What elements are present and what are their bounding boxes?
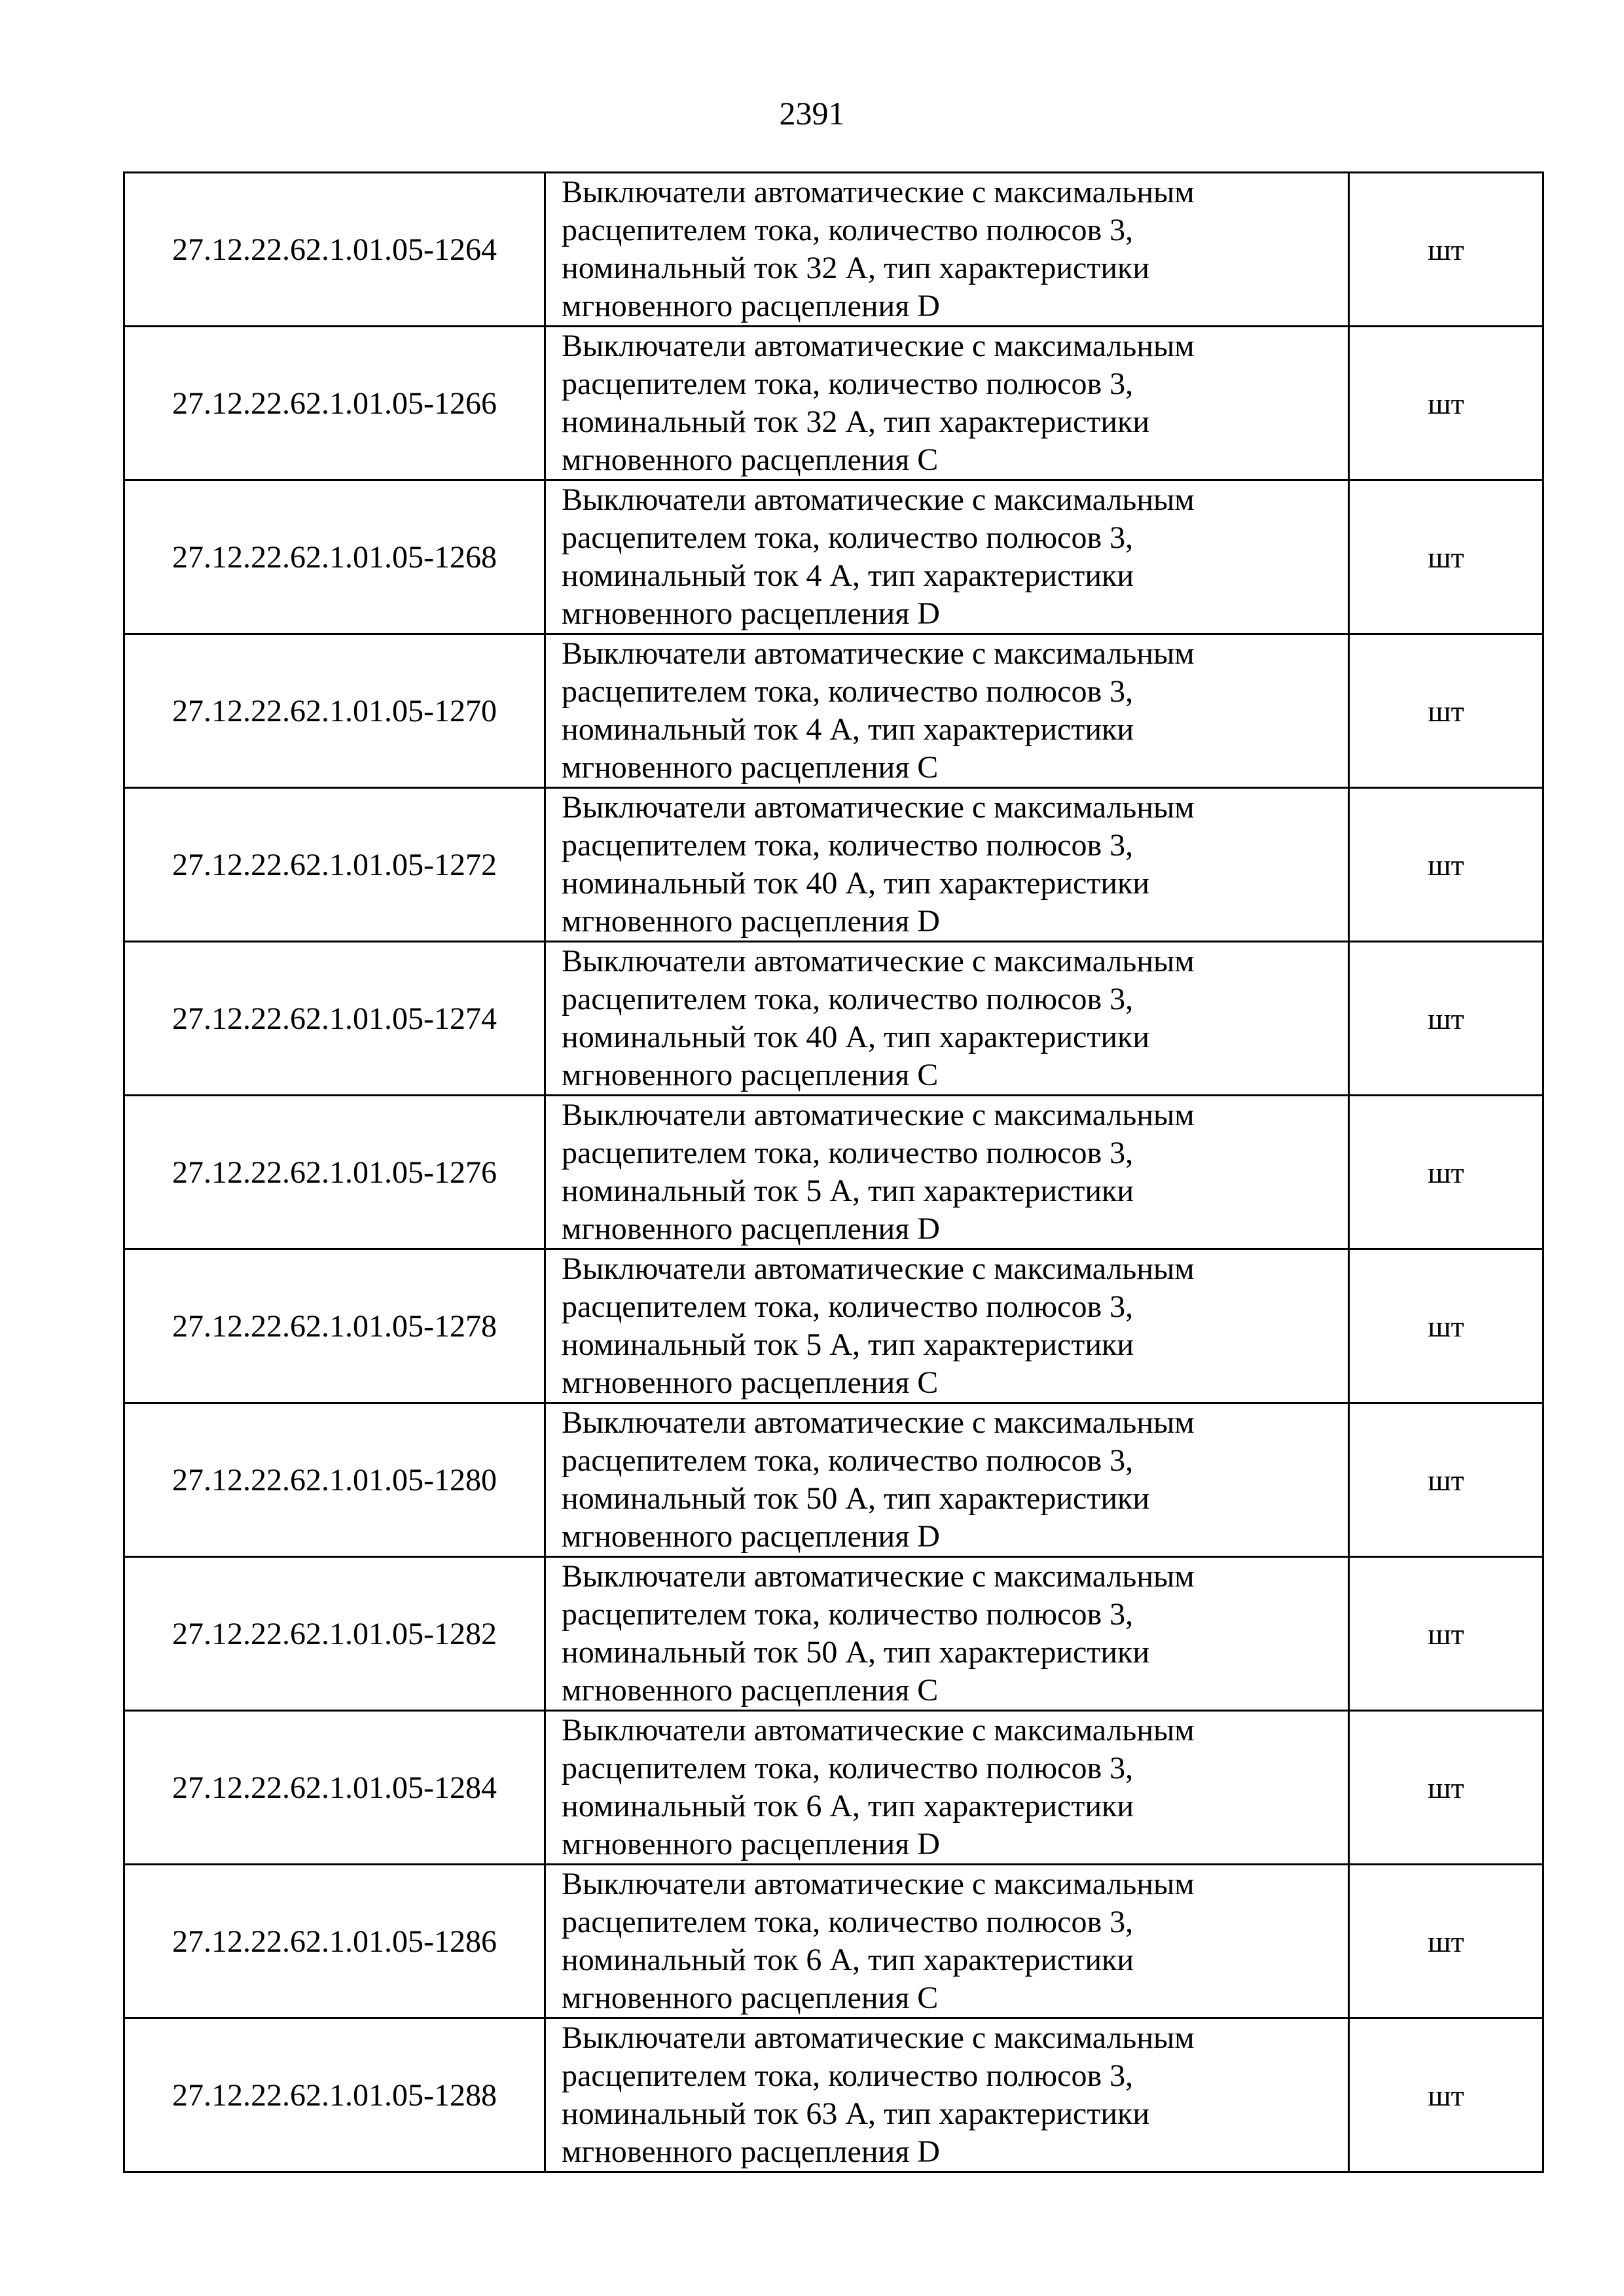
table-row xyxy=(124,173,1543,327)
description-line: номинальный ток 50 А, тип характеристики xyxy=(562,1635,1150,1670)
description-cell xyxy=(545,942,1349,1096)
unit-cell: шт xyxy=(1349,788,1543,942)
code-cell: 27.12.22.62.1.01.05-1264 xyxy=(124,173,545,327)
table-row xyxy=(124,1403,1543,1557)
description-cell xyxy=(545,2018,1349,2172)
resource-table xyxy=(123,171,1544,2173)
code-cell: 27.12.22.62.1.01.05-1278 xyxy=(124,1249,545,1403)
description-line: мгновенного расцепления C xyxy=(562,1981,939,2015)
description-line: номинальный ток 5 А, тип характеристики xyxy=(562,1327,1134,1362)
description-line: мгновенного расцепления D xyxy=(562,596,940,631)
unit-cell: шт xyxy=(1349,2018,1543,2172)
description-line: номинальный ток 5 А, тип характеристики xyxy=(562,1174,1134,1208)
description-line: Выключатели автоматические с максимальным xyxy=(562,1405,1195,1440)
description-line: номинальный ток 6 А, тип характеристики xyxy=(562,1789,1134,1823)
description-line: Выключатели автоматические с максимальным xyxy=(562,790,1195,825)
description-line: номинальный ток 32 А, тип характеристики xyxy=(562,404,1150,439)
description-line: Выключатели автоматические с максимальным xyxy=(562,1713,1195,1748)
code-cell: 27.12.22.62.1.01.05-1272 xyxy=(124,788,545,942)
description-line: мгновенного расцепления D xyxy=(562,904,940,939)
description-cell xyxy=(545,788,1349,942)
code-cell: 27.12.22.62.1.01.05-1276 xyxy=(124,1096,545,1249)
unit-cell: шт xyxy=(1349,1865,1543,2018)
description-line: расцепителем тока, количество полюсов 3, xyxy=(562,2058,1134,2093)
description-line: расцепителем тока, количество полюсов 3, xyxy=(562,674,1134,709)
code-cell: 27.12.22.62.1.01.05-1266 xyxy=(124,327,545,480)
description-line: расцепителем тока, количество полюсов 3, xyxy=(562,520,1134,555)
description-line: номинальный ток 63 А, тип характеристики xyxy=(562,2096,1150,2131)
description-line: мгновенного расцепления C xyxy=(562,1058,939,1092)
description-line: Выключатели автоматические с максимальным xyxy=(562,175,1195,209)
table-row xyxy=(124,327,1543,480)
unit-cell: шт xyxy=(1349,942,1543,1096)
description-line: мгновенного расцепления C xyxy=(562,750,939,785)
description-line: расцепителем тока, количество полюсов 3, xyxy=(562,213,1134,247)
description-line: номинальный ток 50 А, тип характеристики xyxy=(562,1481,1150,1516)
description-line: расцепителем тока, количество полюсов 3, xyxy=(562,1751,1134,1785)
code-cell: 27.12.22.62.1.01.05-1284 xyxy=(124,1711,545,1865)
description-cell xyxy=(545,1557,1349,1711)
description-cell xyxy=(545,173,1349,327)
description-line: расцепителем тока, количество полюсов 3, xyxy=(562,982,1134,1016)
description-line: Выключатели автоматические с максимальным xyxy=(562,1559,1195,1594)
description-line: мгновенного расцепления C xyxy=(562,1365,939,1400)
table-row xyxy=(124,1711,1543,1865)
unit-cell: шт xyxy=(1349,1096,1543,1249)
table-row xyxy=(124,788,1543,942)
description-line: мгновенного расцепления D xyxy=(562,1211,940,1246)
description-line: Выключатели автоматические с максимальным xyxy=(562,1867,1195,1901)
table-row xyxy=(124,480,1543,634)
description-cell xyxy=(545,327,1349,480)
description-line: расцепителем тока, количество полюсов 3, xyxy=(562,1597,1134,1632)
description-line: расцепителем тока, количество полюсов 3, xyxy=(562,1136,1134,1170)
description-cell xyxy=(545,1403,1349,1557)
table-row xyxy=(124,2018,1543,2172)
code-cell: 27.12.22.62.1.01.05-1268 xyxy=(124,480,545,634)
unit-cell: шт xyxy=(1349,327,1543,480)
description-line: расцепителем тока, количество полюсов 3, xyxy=(562,1289,1134,1324)
description-line: расцепителем тока, количество полюсов 3, xyxy=(562,1443,1134,1478)
description-line: номинальный ток 40 А, тип характеристики xyxy=(562,866,1150,901)
description-line: Выключатели автоматические с максимальным xyxy=(562,2020,1195,2055)
table-row xyxy=(124,634,1543,788)
unit-cell: шт xyxy=(1349,1249,1543,1403)
unit-cell: шт xyxy=(1349,480,1543,634)
description-cell xyxy=(545,1249,1349,1403)
code-cell: 27.12.22.62.1.01.05-1288 xyxy=(124,2018,545,2172)
unit-cell: шт xyxy=(1349,1403,1543,1557)
code-cell: 27.12.22.62.1.01.05-1282 xyxy=(124,1557,545,1711)
description-line: расцепителем тока, количество полюсов 3, xyxy=(562,1905,1134,1939)
unit-cell: шт xyxy=(1349,634,1543,788)
table-row xyxy=(124,942,1543,1096)
description-cell xyxy=(545,480,1349,634)
description-line: Выключатели автоматические с максимальным xyxy=(562,329,1195,363)
description-line: номинальный ток 4 А, тип характеристики xyxy=(562,558,1134,593)
description-cell xyxy=(545,1711,1349,1865)
description-line: мгновенного расцепления C xyxy=(562,1673,939,1708)
description-line: номинальный ток 32 А, тип характеристики xyxy=(562,251,1150,285)
description-line: мгновенного расцепления D xyxy=(562,289,940,323)
description-line: расцепителем тока, количество полюсов 3, xyxy=(562,828,1134,863)
unit-cell: шт xyxy=(1349,1711,1543,1865)
table-row xyxy=(124,1249,1543,1403)
description-line: мгновенного расцепления D xyxy=(562,2134,940,2169)
description-cell xyxy=(545,1096,1349,1249)
description-cell xyxy=(545,634,1349,788)
description-line: мгновенного расцепления D xyxy=(562,1827,940,1861)
table-row xyxy=(124,1096,1543,1249)
description-cell xyxy=(545,1865,1349,2018)
description-line: Выключатели автоматические с максимальным xyxy=(562,636,1195,671)
description-line: Выключатели автоматические с максимальным xyxy=(562,1251,1195,1286)
description-line: мгновенного расцепления C xyxy=(562,442,939,477)
unit-cell: шт xyxy=(1349,173,1543,327)
description-line: номинальный ток 40 А, тип характеристики xyxy=(562,1020,1150,1054)
table-row xyxy=(124,1557,1543,1711)
code-cell: 27.12.22.62.1.01.05-1274 xyxy=(124,942,545,1096)
description-line: Выключатели автоматические с максимальным xyxy=(562,1098,1195,1132)
description-line: Выключатели автоматические с максимальным xyxy=(562,944,1195,978)
description-line: Выключатели автоматические с максимальным xyxy=(562,482,1195,517)
code-cell: 27.12.22.62.1.01.05-1280 xyxy=(124,1403,545,1557)
description-line: расцепителем тока, количество полюсов 3, xyxy=(562,367,1134,401)
table-row xyxy=(124,1865,1543,2018)
code-cell: 27.12.22.62.1.01.05-1286 xyxy=(124,1865,545,2018)
page-number: 2391 xyxy=(779,95,845,132)
code-cell: 27.12.22.62.1.01.05-1270 xyxy=(124,634,545,788)
description-line: номинальный ток 4 А, тип характеристики xyxy=(562,712,1134,747)
description-line: номинальный ток 6 А, тип характеристики xyxy=(562,1943,1134,1977)
unit-cell: шт xyxy=(1349,1557,1543,1711)
description-line: мгновенного расцепления D xyxy=(562,1519,940,1554)
